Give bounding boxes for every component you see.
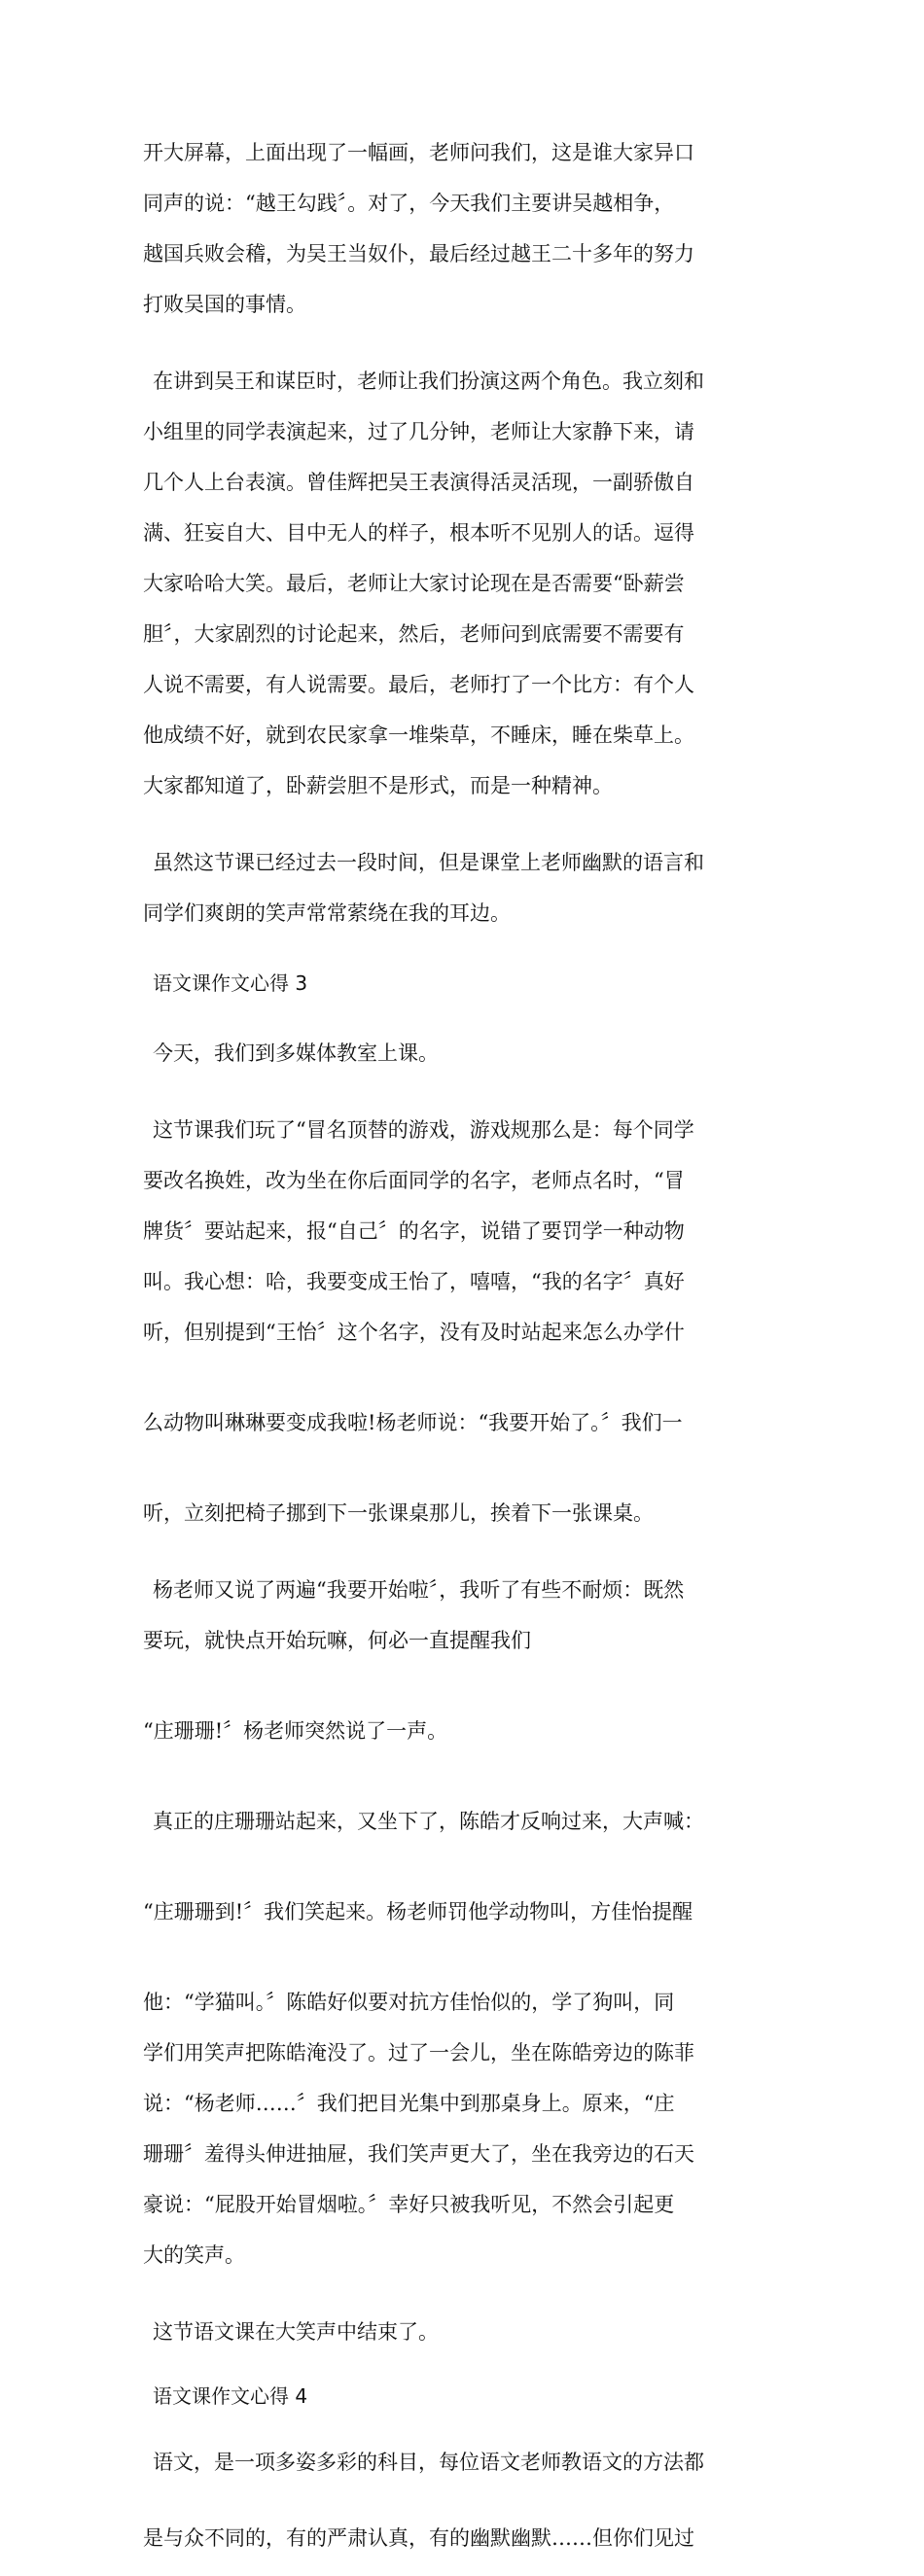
text-line: 同学们爽朗的笑声常常萦绕在我的耳边。	[143, 901, 511, 925]
text-line: 杨老师又说了两遍“我要开始啦〞，我听了有些不耐烦：既然	[153, 1578, 685, 1602]
text-line: 么动物叫琳琳要变成我啦!杨老师说：“我要开始了。〞我们一	[143, 1411, 683, 1434]
paragraph-line	[143, 2500, 785, 2576]
text-line: 大家哈哈大笑。最后，老师让大家讨论现在是否需要“卧薪尝	[143, 572, 685, 595]
text-line: 真正的庄珊珊站起来，又坐下了，陈皓才反响过来，大声喊：	[153, 1810, 704, 1833]
section-heading-4: 语文课作文心得 4	[153, 2384, 308, 2408]
text-line: 在讲到吴王和谋臣时，老师让我们扮演这两个角色。我立刻和	[153, 370, 704, 393]
text-line: 听，立刻把椅子挪到下一张课桌那儿，挨着下一张课桌。	[143, 1501, 654, 1525]
paragraph-conclusion	[143, 825, 785, 951]
text-line: 是与众不同的，有的严肃认真，有的幽默幽默……但你们见过	[143, 2526, 694, 2550]
text-line: 叫。我心想：哈，我要变成王怡了，嘻嘻，“我的名字〞真好	[143, 1270, 685, 1293]
text-line: 今天，我们到多媒体教室上课。	[153, 1041, 439, 1065]
text-line: 大家都知道了，卧薪尝胆不是形式，而是一种精神。	[143, 774, 613, 797]
paragraph-line	[143, 1783, 785, 1859]
text-line: 小组里的同学表演起来，过了几分钟，老师让大家静下来，请	[143, 420, 694, 443]
text-line: 要改名换姓，改为坐在你后面同学的名字，老师点名时，“冒	[143, 1169, 685, 1192]
paragraph-line	[143, 1874, 785, 1950]
text-line: 他：“学猫叫。〞陈皓好似要对抗方佳怡似的，学了狗叫，同	[143, 1991, 675, 2014]
paragraph-cat-dog	[143, 1964, 785, 2293]
text-line: 打败吴国的事情。	[143, 293, 306, 316]
text-line: 听，但别提到“王怡〞这个名字，没有及时站起来怎么办学什	[143, 1321, 685, 1344]
text-line: 虽然这节课已经过去一段时间，但是课堂上老师幽默的语言和	[153, 851, 704, 874]
document-page	[143, 115, 785, 2576]
text-line: 学们用笑声把陈皓淹没了。过了一会儿，坐在陈皓旁边的陈菲	[143, 2041, 694, 2064]
paragraph-impatience	[143, 1552, 785, 1678]
paragraph-game-rules	[143, 1092, 785, 1370]
text-line: 人说不需要，有人说需要。最后，老师打了一个比方：有个人	[143, 673, 694, 696]
text-line: 珊珊〞羞得头伸进抽屉，我们笑声更大了，坐在我旁边的石天	[143, 2142, 694, 2166]
text-line: 开大屏幕，上面出现了一幅画，老师问我们，这是谁大家异口	[143, 141, 694, 164]
paragraph-line	[143, 2294, 785, 2370]
text-line: 牌货〞要站起来，报“自己〞的名字，说错了要罚学一种动物	[143, 1219, 685, 1243]
text-line: 说：“杨老师……〞我们把目光集中到那桌身上。原来，“庄	[143, 2092, 675, 2115]
text-line: 满、狂妄自大、目中无人的样子，根本听不见别人的话。逗得	[143, 521, 694, 545]
text-line: 越国兵败会稽，为吴王当奴仆，最后经过越王二十多年的努力	[143, 242, 694, 265]
text-line: 这节课我们玩了“冒名顶替的游戏，游戏规那么是：每个同学	[153, 1118, 694, 1142]
paragraph-line	[143, 1693, 785, 1769]
text-line: “庄珊珊!〞杨老师突然说了一声。	[143, 1719, 448, 1743]
paragraph-line	[143, 1475, 785, 1551]
text-line: 这节语文课在大笑声中结束了。	[153, 2320, 439, 2344]
text-line: 同声的说：“越王勾践〞。对了，今天我们主要讲吴越相争，	[143, 192, 675, 215]
text-line: 他成绩不好，就到农民家拿一堆柴草，不睡床，睡在柴草上。	[143, 723, 694, 747]
section-heading-3: 语文课作文心得 3	[153, 971, 308, 995]
text-line: 要玩，就快点开始玩嘛，何必一直提醒我们	[143, 1629, 531, 1652]
paragraph-line	[143, 2424, 785, 2500]
text-line: 几个人上台表演。曾佳辉把吴王表演得活灵活现，一副骄傲自	[143, 471, 694, 494]
text-line: 豪说：“屁股开始冒烟啦。〞幸好只被我听见，不然会引起更	[143, 2193, 675, 2216]
paragraph-multimedia	[143, 1015, 785, 1091]
paragraph-line	[143, 1385, 785, 1461]
text-line: “庄珊珊到!〞我们笑起来。杨老师罚他学动物叫，方佳怡提醒	[143, 1900, 693, 1923]
paragraph-intro-continuation	[143, 115, 785, 342]
text-line: 胆〞，大家剧烈的讨论起来，然后，老师问到底需要不需要有	[143, 622, 685, 646]
text-line: 大的笑声。	[143, 2243, 245, 2267]
paragraph-roleplay	[143, 343, 785, 824]
text-line: 语文，是一项多姿多彩的科目，每位语文老师教语文的方法都	[153, 2451, 704, 2474]
